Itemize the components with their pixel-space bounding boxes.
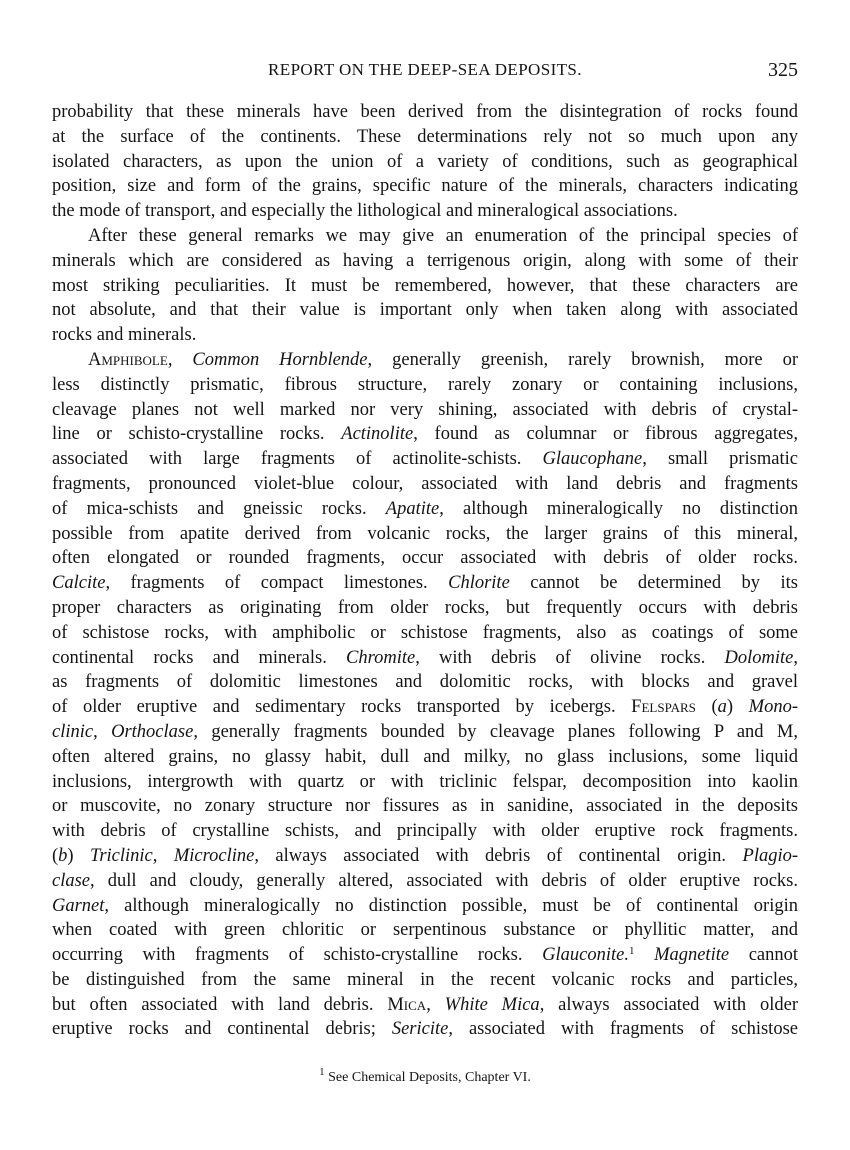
- text-line: occurring with fragments of schisto-crystalline rocks. Glauconite.$^1$ Magnetite cannot: [52, 945, 798, 966]
- mineral-name: clinic: [52, 721, 94, 742]
- text-line: proper characters as originating from older rocks, but frequently occurs with debris: [52, 597, 798, 618]
- text-line: line or schisto-crystalline rocks. Actinolite, found as columnar or fibrous aggregates,: [52, 424, 799, 445]
- mineral-name: Common Hornblende: [192, 349, 368, 370]
- mineral-name: Garnet: [52, 895, 105, 916]
- mineral-name: Microcline: [173, 845, 255, 866]
- mineral-heading: Amphibole: [88, 349, 168, 370]
- page-number: 325: [768, 59, 798, 81]
- text-line: be distinguished from the same mineral in the recent volcanic rocks and particles,: [52, 969, 798, 990]
- mineral-name: Triclinic: [90, 845, 153, 866]
- text-line: Calcite, fragments of compact limestones. Chlorite cannot be determined by its: [52, 573, 798, 594]
- mineral-name: Chromite: [346, 647, 416, 668]
- body-text: [52, 100, 798, 1042]
- text-line: but often associated with land debris. Mica, White Mica, always associated with older: [52, 994, 798, 1015]
- text-line: when coated with green chloritic or serpentinous substance or phyllitic matter, and: [52, 920, 798, 941]
- mineral-name: Orthoclase: [111, 721, 194, 742]
- mineral-name: Plagio-: [742, 845, 799, 866]
- text-line: of mica-schists and gneissic rocks. Apatite, although mineralogically no distinction: [52, 498, 798, 519]
- text-line: fragments, pronounced violet-blue colour, associated with land debris and fragments: [52, 473, 798, 494]
- text-line: isolated characters, as upon the union of a variety of conditions, such as geographical: [52, 151, 798, 172]
- text-line: less distinctly prismatic, fibrous structure, rarely zonary or containing inclusions,: [52, 374, 798, 395]
- subsection-letter: a: [717, 697, 727, 718]
- mineral-name: Magnetite: [654, 945, 730, 966]
- mineral-name: Chlorite: [448, 573, 510, 594]
- mineral-name: clase: [52, 870, 91, 891]
- paragraph: [52, 224, 798, 348]
- page-header: [52, 60, 798, 88]
- text-line: Garnet, although mineralogically no distinction possible, must be of continental origin: [52, 895, 798, 916]
- paragraph: [52, 348, 798, 1042]
- text-line: clase, dull and cloudy, generally altered, associated with debris of older eruptive rocks.: [52, 870, 798, 891]
- text-line: (b) Triclinic, Microcline, always associated with debris of continental origin. Plagio-: [52, 845, 799, 866]
- mineral-heading: Mica: [387, 994, 427, 1015]
- text-line: or muscovite, no zonary structure nor fissures as in sanidine, associated in the deposits: [52, 796, 798, 817]
- mineral-name: Apatite: [385, 498, 440, 519]
- mineral-name: Glauconite.: [542, 945, 629, 966]
- mineral-name: Sericite: [391, 1019, 449, 1040]
- text-line: of older eruptive and sedimentary rocks transported by icebergs. Felspars (a) Mono-: [52, 697, 798, 718]
- mineral-name: White Mica: [444, 994, 540, 1015]
- text-line: inclusions, intergrowth with quartz or with triclinic felspar, decomposition into kaolin: [52, 771, 798, 792]
- text-line: clinic, Orthoclase, generally fragments bounded by cleavage planes following P and M,: [52, 721, 799, 742]
- text-line: probability that these minerals have been derived from the disintegration of rocks found: [52, 102, 798, 122]
- text-line: often altered grains, no glassy habit, dull and milky, no glass inclusions, some liquid: [52, 746, 798, 767]
- mineral-name: Actinolite: [341, 424, 414, 445]
- text-line: position, size and form of the grains, specific nature of the minerals, characters indicating: [52, 176, 798, 197]
- text-line: not absolute, and that their value is important only when taken along with associated: [52, 300, 798, 321]
- mineral-name: Calcite: [52, 573, 106, 594]
- text-line: at the surface of the continents. These determinations rely not so much upon any: [52, 126, 798, 147]
- mineral-name: Mono-: [748, 697, 798, 718]
- text-line: cleavage planes not well marked nor very shining, associated with debris of crystal-: [52, 399, 798, 420]
- text-line: often elongated or rounded fragments, occur associated with debris of older rocks.: [52, 548, 798, 569]
- text-line: Amphibole, Common Hornblende, generally greenish, rarely brownish, more or: [88, 349, 799, 370]
- text-line: eruptive rocks and continental debris; Sericite, associated with fragments of schistose: [52, 1019, 798, 1040]
- text-line: most striking peculiarities. It must be remembered, however, that these characters are: [52, 275, 798, 296]
- text-line: minerals which are considered as having a terrigenous origin, along with some of their: [52, 250, 798, 271]
- text-line: with debris of crystalline schists, and principally with older eruptive rock fragments.: [52, 821, 798, 842]
- footnote-text: See Chemical Deposits, Chapter VI.: [328, 1070, 531, 1085]
- footnote-marker: 1: [319, 1066, 325, 1078]
- mineral-name: Glaucophane: [542, 449, 643, 470]
- text-line: possible from apatite derived from volcanic rocks, the larger grains of this mineral,: [52, 523, 798, 544]
- subsection-letter: b: [58, 845, 68, 866]
- text-line: rocks and minerals.: [52, 325, 197, 346]
- footnote: [0, 1066, 850, 1086]
- text-line: After these general remarks we may give an enumeration of the principal species of: [88, 225, 798, 246]
- mineral-name: Dolomite: [724, 647, 794, 668]
- text-line: of schistose rocks, with amphibolic or schistose fragments, also as coatings of some: [52, 622, 798, 643]
- text-line: the mode of transport, and especially the lithological and mineralogical associations.: [52, 201, 678, 222]
- paragraph: [52, 100, 798, 224]
- text-line: continental rocks and minerals. Chromite, with debris of olivine rocks. Dolomite,: [52, 647, 798, 668]
- running-head: REPORT ON THE DEEP-SEA DEPOSITS.: [268, 60, 582, 79]
- mineral-heading: Felspars: [631, 697, 696, 718]
- footnote-reference: 1: [628, 945, 635, 958]
- text-line: associated with large fragments of actinolite-schists. Glaucophane, small prismatic: [52, 449, 798, 470]
- text-line: as fragments of dolomitic limestones and dolomitic rocks, with blocks and gravel: [52, 672, 798, 693]
